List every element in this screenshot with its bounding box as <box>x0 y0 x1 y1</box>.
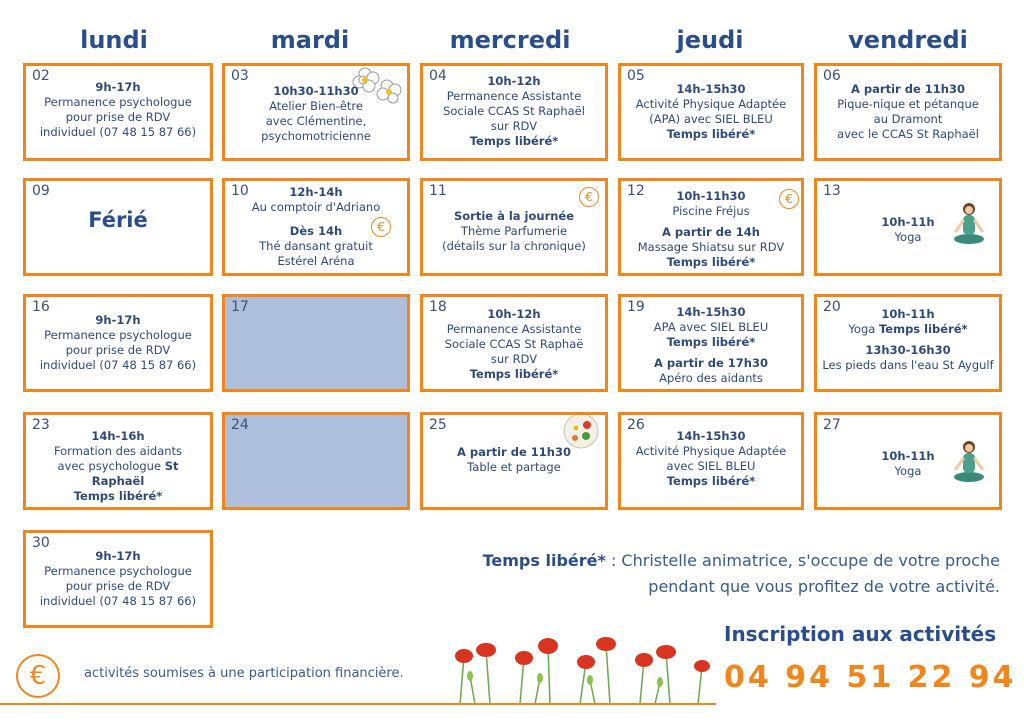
legend-text: activités soumises à une participation financière. <box>84 666 404 681</box>
inscription-title: Inscription aux activités <box>724 622 997 646</box>
time-label: 14h-15h30 <box>676 82 746 96</box>
event-text: avec SIEL BLEU <box>666 459 756 473</box>
event-text: Apéro des aidants <box>659 371 763 385</box>
event-text: Permanence Assistante <box>446 89 582 103</box>
day-number: 26 <box>627 417 645 433</box>
event-text: Permanence psychologue <box>44 95 192 109</box>
event-text: Thé dansant gratuit <box>259 239 373 253</box>
day-number: 24 <box>231 417 249 433</box>
event-text: (détails sur la chronique) <box>442 239 586 253</box>
day-number: 02 <box>32 68 50 84</box>
day-number: 17 <box>231 299 249 315</box>
event-text: sur RDV <box>490 352 538 366</box>
time-label: 13h30-16h30 <box>865 343 951 357</box>
day-cell-11 <box>420 178 608 276</box>
day-number: 12 <box>627 183 645 199</box>
day-number: 09 <box>32 183 50 199</box>
day-number: 19 <box>627 299 645 315</box>
temps-libere-label: Temps libéré* <box>469 134 559 148</box>
time-label: Dès 14h <box>289 224 343 238</box>
event-text: St Raphaël <box>91 459 179 488</box>
event-text: individuel (07 48 15 87 66) <box>39 125 197 139</box>
note-definition: pendant que vous profitez de votre activité. <box>648 577 1000 596</box>
temps-libere-label: Temps libéré* <box>666 335 756 349</box>
day-number: 18 <box>429 299 447 315</box>
event-text: Sociale CCAS St Raphaël <box>443 104 585 118</box>
event-text: individuel (07 48 15 87 66) <box>39 594 197 608</box>
event-text: Yoga <box>848 322 876 336</box>
euro-icon: € <box>16 654 60 698</box>
event-text: Table et partage <box>467 460 561 474</box>
day-cell-30 <box>23 530 213 628</box>
day-cell-16 <box>23 294 213 392</box>
footer-divider <box>0 703 716 705</box>
time-label: 9h-17h <box>95 80 141 94</box>
event-text: Thème Parfumerie <box>460 224 568 238</box>
event-text: Permanence Assistante <box>446 322 582 336</box>
event-text: Pique-nique et pétanque <box>837 97 979 111</box>
time-label: 14h-16h <box>91 429 145 443</box>
event-text: pour prise de RDV <box>65 110 171 124</box>
time-label: 14h-15h30 <box>676 429 746 443</box>
day-cell-13 <box>814 178 1002 276</box>
day-number: 25 <box>429 417 447 433</box>
poppies-illustration <box>440 636 716 704</box>
event-text: Yoga <box>894 230 922 244</box>
day-header-mercredi: mercredi <box>449 26 571 54</box>
temps-libere-label: Temps libéré* <box>469 367 559 381</box>
day-number: 04 <box>429 68 447 84</box>
time-label: 14h-15h30 <box>676 305 746 319</box>
event-text: avec Clémentine, <box>265 114 367 128</box>
event-text: Piscine Fréjus <box>672 204 750 218</box>
day-cell-12 <box>618 178 804 276</box>
time-label: 9h-17h <box>95 549 141 563</box>
day-header-mardi: mardi <box>270 26 350 54</box>
day-cell-04 <box>420 63 608 161</box>
event-text: au Dramont <box>873 112 943 126</box>
time-label: A partir de 11h30 <box>851 82 965 96</box>
day-cell-10 <box>222 178 410 276</box>
event-text: avec le CCAS St Raphaël <box>837 127 979 141</box>
day-header-vendredi: vendredi <box>848 26 968 54</box>
temps-libere-label: Temps libéré* <box>666 255 756 269</box>
event-text: pour prise de RDV <box>65 579 171 593</box>
day-cell-18 <box>420 294 608 392</box>
time-label: 9h-17h <box>95 313 141 327</box>
time-label: 10h-12h <box>487 307 541 321</box>
time-label: 10h-11h <box>881 449 935 463</box>
event-text: psychomotricienne <box>261 129 371 143</box>
temps-libere-label: Temps libéré* <box>666 474 756 488</box>
event-text: Permanence psychologue <box>44 328 192 342</box>
event-text: Yoga <box>894 464 922 478</box>
day-cell-02 <box>23 63 213 161</box>
phone-number[interactable]: 04 94 51 22 94 <box>724 660 1017 695</box>
event-text: Les pieds dans l'eau St Aygulf <box>822 358 994 372</box>
event-text: Activité Physique Adaptée <box>635 444 787 458</box>
event-text: pour prise de RDV <box>65 343 171 357</box>
temps-libere-label: Temps libéré* <box>878 322 968 336</box>
event-text: Sociale CCAS St Raphaë <box>444 337 584 351</box>
event-text: individuel (07 48 15 87 66) <box>39 358 197 372</box>
day-cell-24 <box>222 412 410 510</box>
euro-icon: € <box>779 189 799 209</box>
day-number: 03 <box>231 68 249 84</box>
event-text: Formation des aidants <box>53 444 183 458</box>
time-label: 10h-11h <box>881 307 935 321</box>
day-number: 20 <box>823 299 841 315</box>
day-number: 27 <box>823 417 841 433</box>
time-label: 10h-11h <box>881 215 935 229</box>
temps-libere-label: Temps libéré* <box>73 489 163 503</box>
day-cell-05 <box>618 63 804 161</box>
time-label: 10h-12h <box>487 74 541 88</box>
day-cell-19 <box>618 294 804 392</box>
day-number: 06 <box>823 68 841 84</box>
event-text: sur RDV <box>490 119 538 133</box>
day-number: 16 <box>32 299 50 315</box>
euro-icon: € <box>579 187 599 207</box>
day-number: 05 <box>627 68 645 84</box>
event-title: Sortie à la journée <box>453 209 575 223</box>
time-label: A partir de 14h <box>662 225 760 239</box>
day-number: 13 <box>823 183 841 199</box>
note-term: Temps libéré* <box>482 551 606 570</box>
day-number: 23 <box>32 417 50 433</box>
day-cell-27 <box>814 412 1002 510</box>
time-label: A partir de 11h30 <box>457 445 571 459</box>
event-text: avec psychologue <box>57 459 162 473</box>
day-number: 10 <box>231 183 249 199</box>
day-cell-26 <box>618 412 804 510</box>
day-cell-06 <box>814 63 1002 161</box>
note-definition: : Christelle animatrice, s'occupe de votre proche <box>605 551 1000 570</box>
event-text: Au comptoir d'Adriano <box>251 200 381 214</box>
day-cell-23 <box>23 412 213 510</box>
time-label: 10h-11h30 <box>676 189 746 203</box>
day-number: 11 <box>429 183 447 199</box>
day-number: 30 <box>32 535 50 551</box>
event-text: Atelier Bien-être <box>269 99 363 113</box>
event-text: Massage Shiatsu sur RDV <box>637 240 785 254</box>
event-text: Estérel Aréna <box>277 254 355 268</box>
temps-libere-label: Temps libéré* <box>666 127 756 141</box>
event-text: Permanence psychologue <box>44 564 192 578</box>
time-label: 10h30-11h30 <box>273 84 359 98</box>
time-label: 12h-14h <box>289 185 343 199</box>
temps-libere-note <box>400 548 1000 600</box>
day-cell-03 <box>222 63 410 161</box>
day-cell-25 <box>420 412 608 510</box>
day-cell-20 <box>814 294 1002 392</box>
holiday-label: Férié <box>88 208 148 232</box>
time-label: A partir de 17h30 <box>654 356 768 370</box>
event-text: Activité Physique Adaptée <box>635 97 787 111</box>
euro-icon: € <box>371 217 391 237</box>
day-header-jeudi: jeudi <box>676 26 744 54</box>
event-text: APA avec SIEL BLEU <box>653 320 769 334</box>
day-cell-09 <box>23 178 213 276</box>
day-header-lundi: lundi <box>80 26 148 54</box>
event-text: (APA) avec SIEL BLEU <box>649 112 773 126</box>
day-cell-17 <box>222 294 410 392</box>
